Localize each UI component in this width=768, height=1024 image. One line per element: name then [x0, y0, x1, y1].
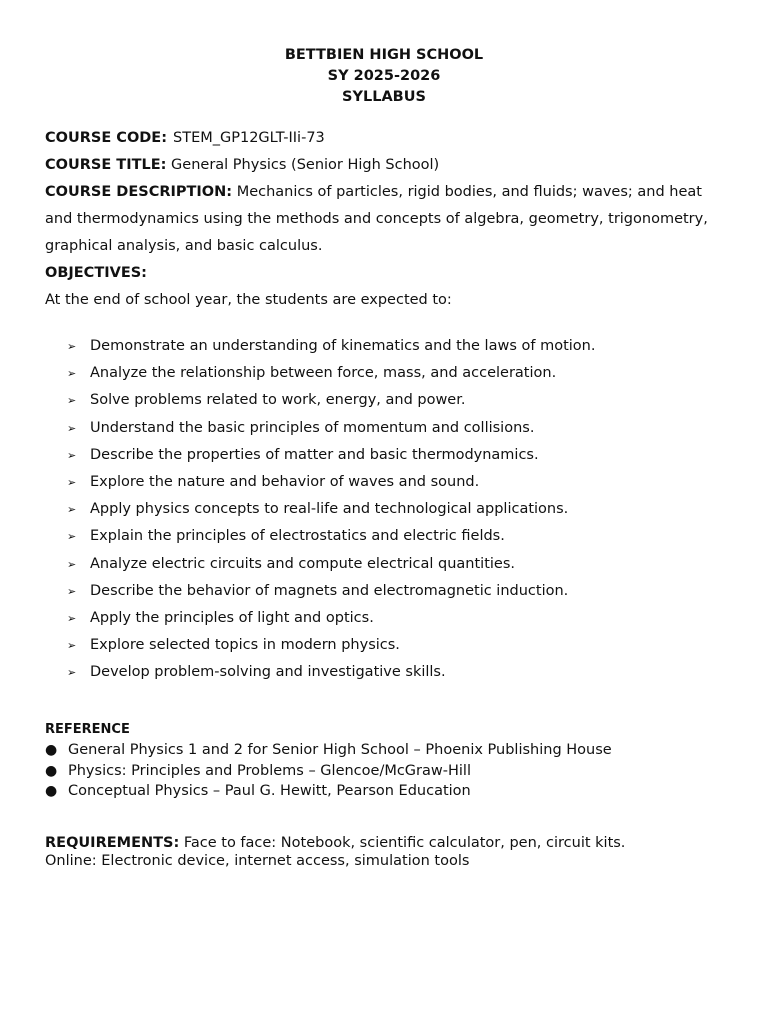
reference-item	[45, 781, 612, 802]
school-year: SY 2025-2026	[327, 68, 441, 84]
objective-text: Explain the principles of electrostatics and electric fields.	[90, 528, 505, 545]
document-title: SYLLABUS	[342, 89, 426, 105]
arrowhead-icon: ➢	[67, 503, 77, 517]
document-header	[0, 45, 768, 108]
course-title-label: COURSE TITLE:	[45, 157, 167, 173]
objective-item	[45, 605, 735, 632]
course-title-line	[45, 152, 725, 179]
objective-text: Describe the behavior of magnets and electromagnetic induction.	[90, 582, 569, 599]
arrowhead-icon: ➢	[67, 611, 77, 625]
objective-text: Analyze electric circuits and compute electrical quantities.	[90, 555, 515, 572]
objective-text: Develop problem-solving and investigative skills.	[90, 664, 446, 681]
objective-item	[45, 659, 735, 686]
objective-item	[45, 551, 735, 578]
requirements-online: Online: Electronic device, internet access, simulation tools	[45, 853, 470, 869]
course-code-label: COURSE CODE:	[45, 130, 168, 146]
objective-text: Analyze the relationship between force, mass, and acceleration.	[90, 365, 557, 382]
arrowhead-icon: ➢	[67, 475, 77, 489]
bullet-icon: ●	[45, 783, 58, 799]
course-code-value: STEM_GP12GLT-IIi-73	[173, 130, 325, 146]
objectives-list	[45, 333, 735, 686]
requirements-label: REQUIREMENTS:	[45, 835, 180, 851]
arrowhead-icon: ➢	[67, 421, 77, 435]
arrowhead-icon: ➢	[67, 639, 77, 653]
bullet-icon: ●	[45, 762, 58, 779]
reference-heading: REFERENCE	[45, 722, 130, 737]
arrowhead-icon: ➢	[67, 448, 77, 462]
objective-text: Explore selected topics in modern physics.	[90, 637, 400, 654]
objective-text: Understand the basic principles of momentum and collisions.	[90, 419, 535, 436]
reference-text: Conceptual Physics – Paul G. Hewitt, Pearson Education	[68, 783, 471, 799]
objective-text: Explore the nature and behavior of waves and sound.	[90, 473, 480, 490]
objective-text: Solve problems related to work, energy, and power.	[90, 392, 466, 409]
reference-text: Physics: Principles and Problems – Glencoe/McGraw-Hill	[68, 762, 471, 779]
requirements-face-to-face: Face to face: Notebook, scientific calculator, pen, circuit kits.	[183, 835, 626, 851]
objectives-intro: At the end of school year, the students are expected to:	[45, 292, 452, 308]
objective-item	[45, 523, 735, 550]
objective-text: Describe the properties of matter and basic thermodynamics.	[90, 446, 539, 463]
course-title-value: General Physics (Senior High School)	[171, 157, 440, 173]
reference-item	[45, 761, 612, 782]
objectives-heading: OBJECTIVES:	[45, 265, 147, 281]
requirements-section	[45, 834, 745, 870]
arrowhead-icon: ➢	[67, 584, 77, 598]
arrowhead-icon: ➢	[67, 530, 77, 544]
course-description-label: COURSE DESCRIPTION:	[45, 184, 233, 200]
objective-item	[45, 387, 735, 414]
objective-item	[45, 496, 735, 523]
reference-list	[45, 740, 612, 802]
objective-item	[45, 333, 735, 360]
objective-item	[45, 360, 735, 387]
school-name: BETTBIEN HIGH SCHOOL	[284, 47, 484, 63]
objective-item	[45, 415, 735, 442]
bullet-icon: ●	[45, 742, 58, 758]
objective-item	[45, 578, 735, 605]
arrowhead-icon: ➢	[67, 557, 77, 571]
objective-text: Demonstrate an understanding of kinematics and the laws of motion.	[90, 338, 596, 354]
objective-item	[45, 442, 735, 469]
objective-text: Apply the principles of light and optics.	[90, 609, 374, 626]
requirements-face-to-face-line	[45, 834, 745, 852]
objective-item	[45, 469, 735, 496]
course-description-value: Mechanics of particles, rigid bodies, and fluids; waves; and heat and thermodynamics using the methods and concepts of algebra, geometry, trigonometry, graphical analysis, and basic calculus.	[45, 184, 708, 254]
arrowhead-icon: ➢	[67, 340, 77, 353]
arrowhead-icon: ➢	[67, 666, 77, 680]
course-description	[45, 179, 725, 260]
arrowhead-icon: ➢	[67, 394, 77, 408]
reference-item	[45, 740, 612, 761]
course-code-line	[45, 125, 725, 152]
reference-text: General Physics 1 and 2 for Senior High School – Phoenix Publishing House	[68, 742, 612, 758]
objective-text: Apply physics concepts to real-life and technological applications.	[90, 501, 569, 518]
arrowhead-icon: ➢	[67, 367, 77, 381]
objective-item	[45, 632, 735, 659]
